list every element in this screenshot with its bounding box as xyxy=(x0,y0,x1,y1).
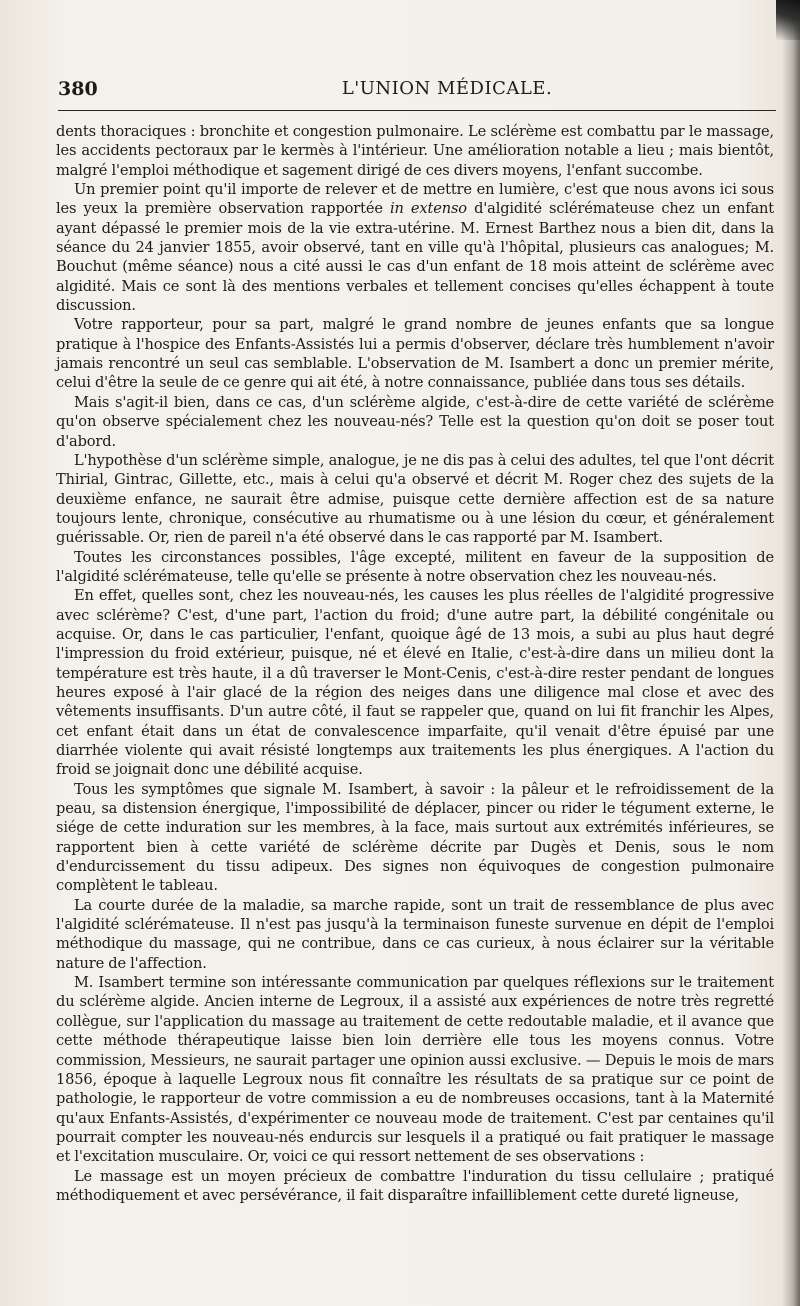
page-header xyxy=(58,72,776,106)
running-title: L'UNION MÉDICALE. xyxy=(341,78,553,99)
paragraph: dents thoraciques : bronchite et congestion pulmonaire. Le sclérème est combattu par le massage, les accidents pectoraux par le kermès à l'intérieur. Une amélioration notable a lieu ; mais bientôt, malgré l'emploi méthodique et sagement dirigé de ces divers moyens, l'enfant succombe. xyxy=(56,123,774,179)
paragraph: La courte durée de la maladie, sa marche rapide, sont un trait de ressemblance de plus avec l'algidité sclérémateuse. Il n'est pas jusqu'à la terminaison funeste survenue en dépit de l'emploi méthodique du massage, qui ne contribue, dans ce cas curieux, à nous éclairer sur la véritable nature de l'affection. xyxy=(56,896,774,972)
page-edge-shadow xyxy=(782,0,800,1306)
paragraph xyxy=(56,180,774,315)
paragraph: Toutes les circonstances possibles, l'âge excepté, militent en faveur de la supposition de l'algidité sclérémateuse, telle qu'elle se présente à notre observation chez les nouveau-nés. xyxy=(56,548,774,585)
paragraph: Mais s'agit-il bien, dans ce cas, d'un sclérème algide, c'est-à-dire de cette variété de sclérème qu'on observe spécialement chez les nouveau-nés? Telle est la question qu'on doit se poser tout d'abord. xyxy=(56,393,774,450)
paragraph: Le massage est un moyen précieux de combattre l'induration du tissu cellulaire ; pratiqué méthodiquement et avec persévérance, il fait disparaître infailliblement cette dureté ligneuse, xyxy=(56,1167,774,1204)
paragraph-text: d'algidité sclérémateuse chez un enfant ayant dépassé le premier mois de la vie extra-utérine. M. Ernest Barthez nous a bien dit, dans la séance du 24 janvier 1855, avoir observé, tant en ville qu'à l'hôpital, plusieurs cas analogues; M. Bouchut (même séance) nous a cité aussi le cas d'un enfant de 18 mois atteint de sclérème avec algidité. Mais ce sont là des mentions verbales et tellement concises qu'elles échappent à toute discussion. xyxy=(56,200,775,315)
paragraph: M. Isambert termine son intéressante communication par quelques réflexions sur le traitement du sclérème algide. Ancien interne de Legroux, il a assisté aux expériences de notre très regretté collègue, sur l'application du massage au traitement de cette redoutable maladie, et il avance que cette méthode thérapeutique laisse bien loin derrière elle tous les moyens connus. Votre commission, Messieurs, ne saurait partager une opinion aussi exclusive. — Depuis le mois de mars 1856, époque à laquelle Legroux nous fit connaître les résultats de sa pratique sur ce point de pathologie, le rapporteur de votre commission a eu de nombreuses occasions, tant à la Maternité qu'aux Enfants-Assistés, d'expérimenter ce nouveau mode de traitement. C'est par centaines qu'il pourrait compter les nouveau-nés endurcis sur lesquels il a pratiqué ou fait pratiquer le massage et l'excitation musculaire. Or, voici ce qui ressort nettement de ses observations : xyxy=(56,974,774,1166)
paragraph: Votre rapporteur, pour sa part, malgré le grand nombre de jeunes enfants que sa longue pratique à l'hospice des Enfants-Assistés lui a permis d'observer, déclare très humblement n'avoir jamais rencontré un seul cas semblable. L'observation de M. Isambert a donc un premier mérite, celui d'être la seule de ce genre qui ait été, à notre connaissance, publiée dans tous ses détails. xyxy=(56,316,774,392)
article-body xyxy=(56,122,774,1205)
italic-phrase: in extenso xyxy=(390,200,467,218)
paragraph: L'hypothèse d'un sclérème simple, analogue, je ne dis pas à celui des adultes, tel que l'ont décrit Thirial, Gintrac, Gillette, etc., mais à celui qu'a observé et décrit M. Roger chez des sujets de la deuxième enfance, ne saurait être admise, puisque cette dernière affection est de sa nature toujours lente, chronique, consécutive au rhumatisme ou à une lésion du cœur, et généralement guérissable. Or, rien de pareil n'a été observé dans le cas rapporté par M. Isambert. xyxy=(56,451,774,547)
paragraph: Tous les symptômes que signale M. Isambert, à savoir : la pâleur et le refroidissement de la peau, sa distension énergique, l'impossibilité de déplacer, pincer ou rider le tégument externe, le siége de cette induration sur les membres, à la face, mais surtout aux extrémités inférieures, se rapportent bien à cette variété de sclérème décrite par Dugès et Denis, sous le nom d'endurcissement du tissu adipeux. Des signes non équivoques de congestion pulmonaire complètent le tableau. xyxy=(56,780,774,895)
page-corner-shadow xyxy=(776,0,800,40)
header-rule xyxy=(58,110,776,111)
paragraph-text: Un premier point qu'il importe de relever et de mettre en lumière, c'est que nous avons ici sous les yeux la première observation rapportée xyxy=(56,181,774,218)
paragraph: En effet, quelles sont, chez les nouveau-nés, les causes les plus réelles de l'algidité progressive avec sclérème? C'est, d'une part, l'action du froid; d'une autre part, la débilité congénitale ou acquise. Or, dans le cas particulier, l'enfant, quoique âgé de 13 mois, a subi au plus haut degré l'impression du froid extérieur, puisque, né et élevé en Italie, c'est-à-dire dans un milieu dont la température est très haute, il a dû traverser le Mont-Cenis, c'est-à-dire rester pendant de longues heures exposé à l'air glacé de la région des neiges dans une diligence mal close et avec des vêtements insuffisants. D'un autre côté, il faut se rappeler que, quand on lui fit franchir les Alpes, cet enfant était dans un état de convalescence imparfaite, qu'il venait d'être épuisé par une diarrhée violente qui avait résisté longtemps aux traitements les plus énergiques. A l'action du froid se joignait donc une débilité acquise. xyxy=(56,587,774,779)
page-number: 380 xyxy=(58,78,98,100)
